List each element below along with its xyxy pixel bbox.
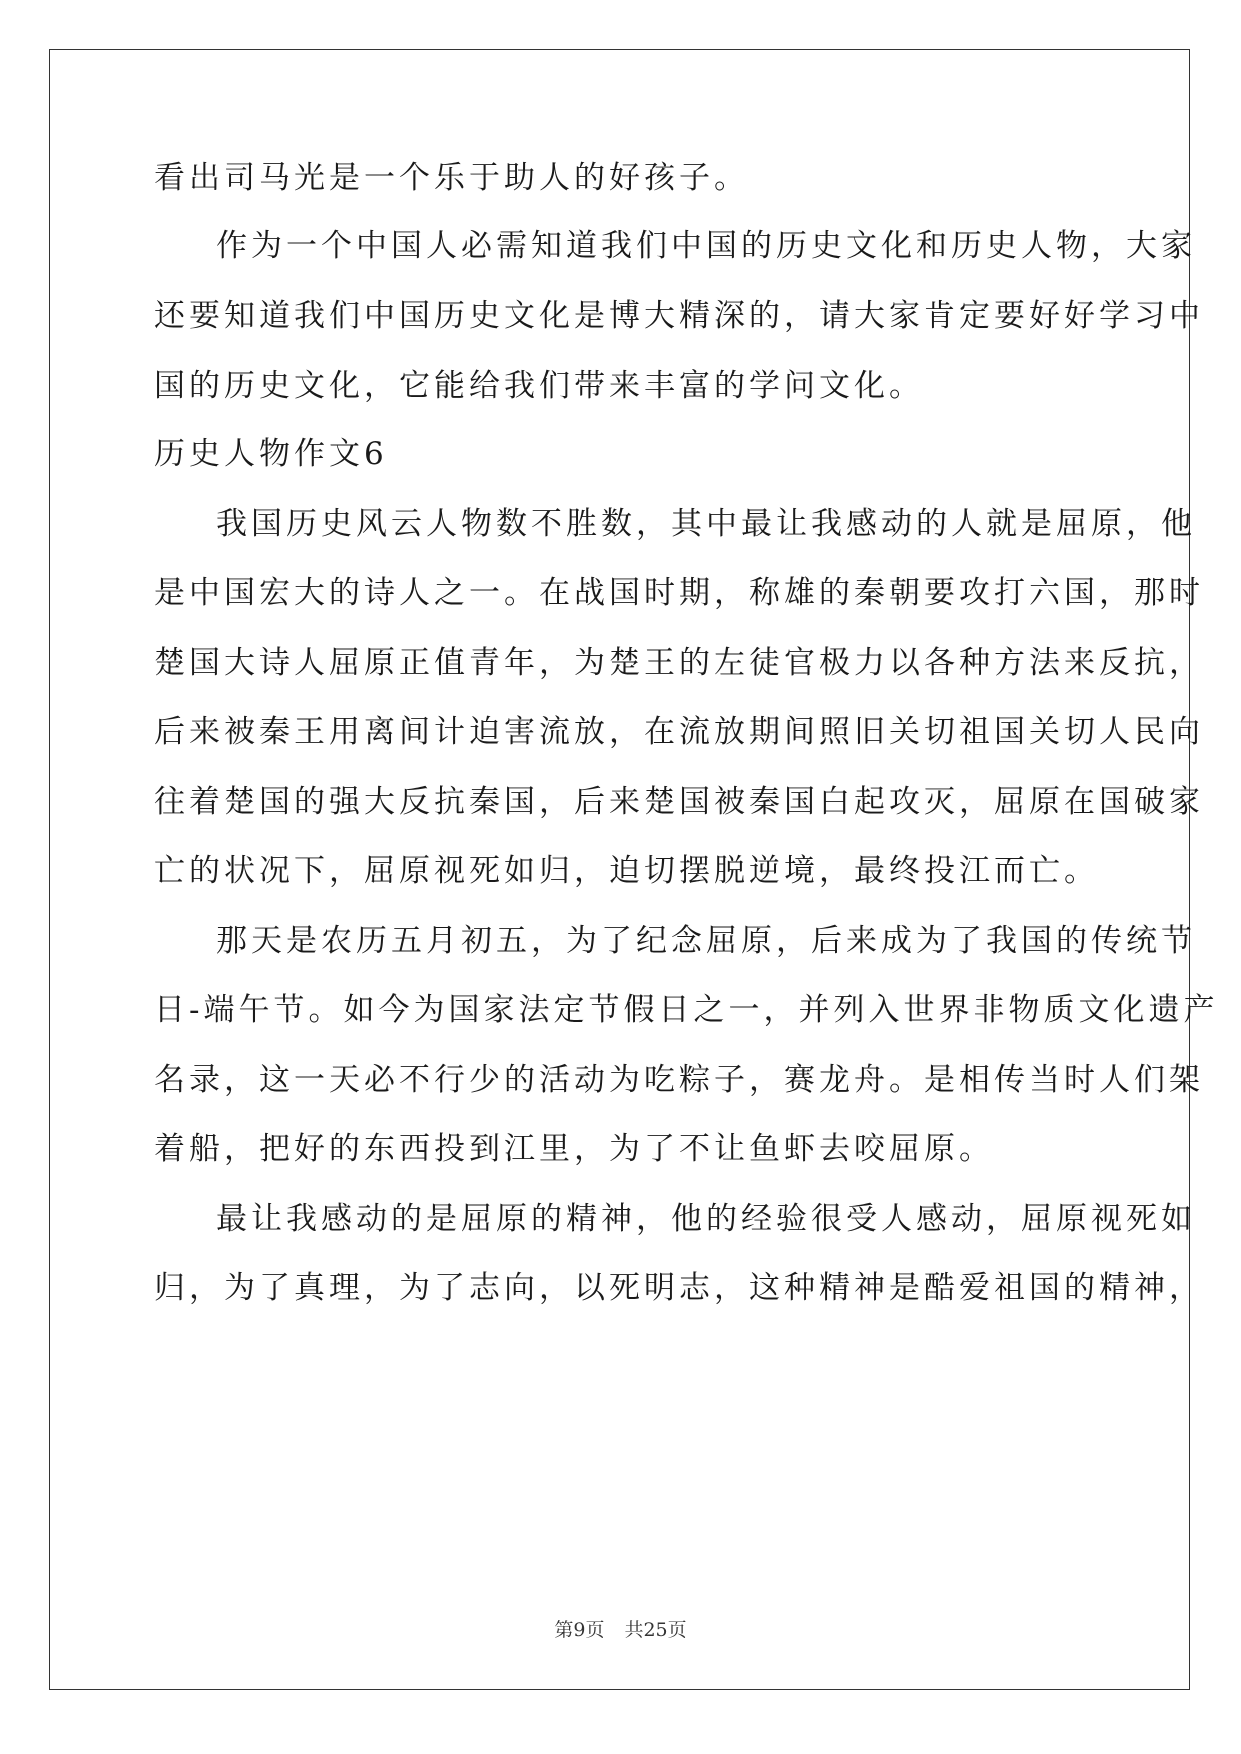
text-line: 往着楚国的强大反抗秦国，后来楚国被秦国白起攻灭，屈原在国破家 — [154, 784, 1204, 820]
text-line: 后来被秦王用离间计迫害流放，在流放期间照旧关切祖国关切人民向 — [154, 714, 1204, 750]
paragraph-line: 最让我感动的是屈原的精神，他的经验很受人感动，屈原视死如 — [216, 1201, 1196, 1237]
page-footer — [0, 1618, 1241, 1642]
paragraph-line: 作为一个中国人必需知道我们中国的历史文化和历史人物，大家 — [216, 228, 1196, 264]
text-line: 国的历史文化，它能给我们带来丰富的学问文化。 — [154, 368, 924, 404]
text-line: 楚国大诗人屈原正值青年，为楚王的左徒官极力以各种方法来反抗， — [154, 645, 1204, 681]
text-line: 是中国宏大的诗人之一。在战国时期，称雄的秦朝要攻打六国，那时 — [154, 575, 1204, 611]
text-line: 看出司马光是一个乐于助人的好孩子。 — [154, 160, 749, 196]
text-line: 日-端午节。如今为国家法定节假日之一，并列入世界非物质文化遗产 — [154, 992, 1219, 1028]
text-line: 名录，这一天必不行少的活动为吃粽子，赛龙舟。是相传当时人们架 — [154, 1062, 1204, 1098]
text-line: 归，为了真理，为了志向，以死明志，这种精神是酷爱祖国的精神， — [154, 1270, 1204, 1306]
page-total: 共25页 — [624, 1619, 687, 1641]
section-heading: 历史人物作文6 — [154, 436, 388, 472]
text-line: 亡的状况下，屈原视死如归，迫切摆脱逆境，最终投江而亡。 — [154, 853, 1099, 889]
text-line: 还要知道我们中国历史文化是博大精深的，请大家肯定要好好学习中 — [154, 298, 1204, 334]
paragraph-line: 那天是农历五月初五，为了纪念屈原，后来成为了我国的传统节 — [216, 923, 1196, 959]
paragraph-line: 我国历史风云人物数不胜数，其中最让我感动的人就是屈原，他 — [216, 506, 1196, 542]
text-line: 着船，把好的东西投到江里，为了不让鱼虾去咬屈原。 — [154, 1131, 994, 1167]
page-number: 第9页 — [554, 1619, 605, 1641]
